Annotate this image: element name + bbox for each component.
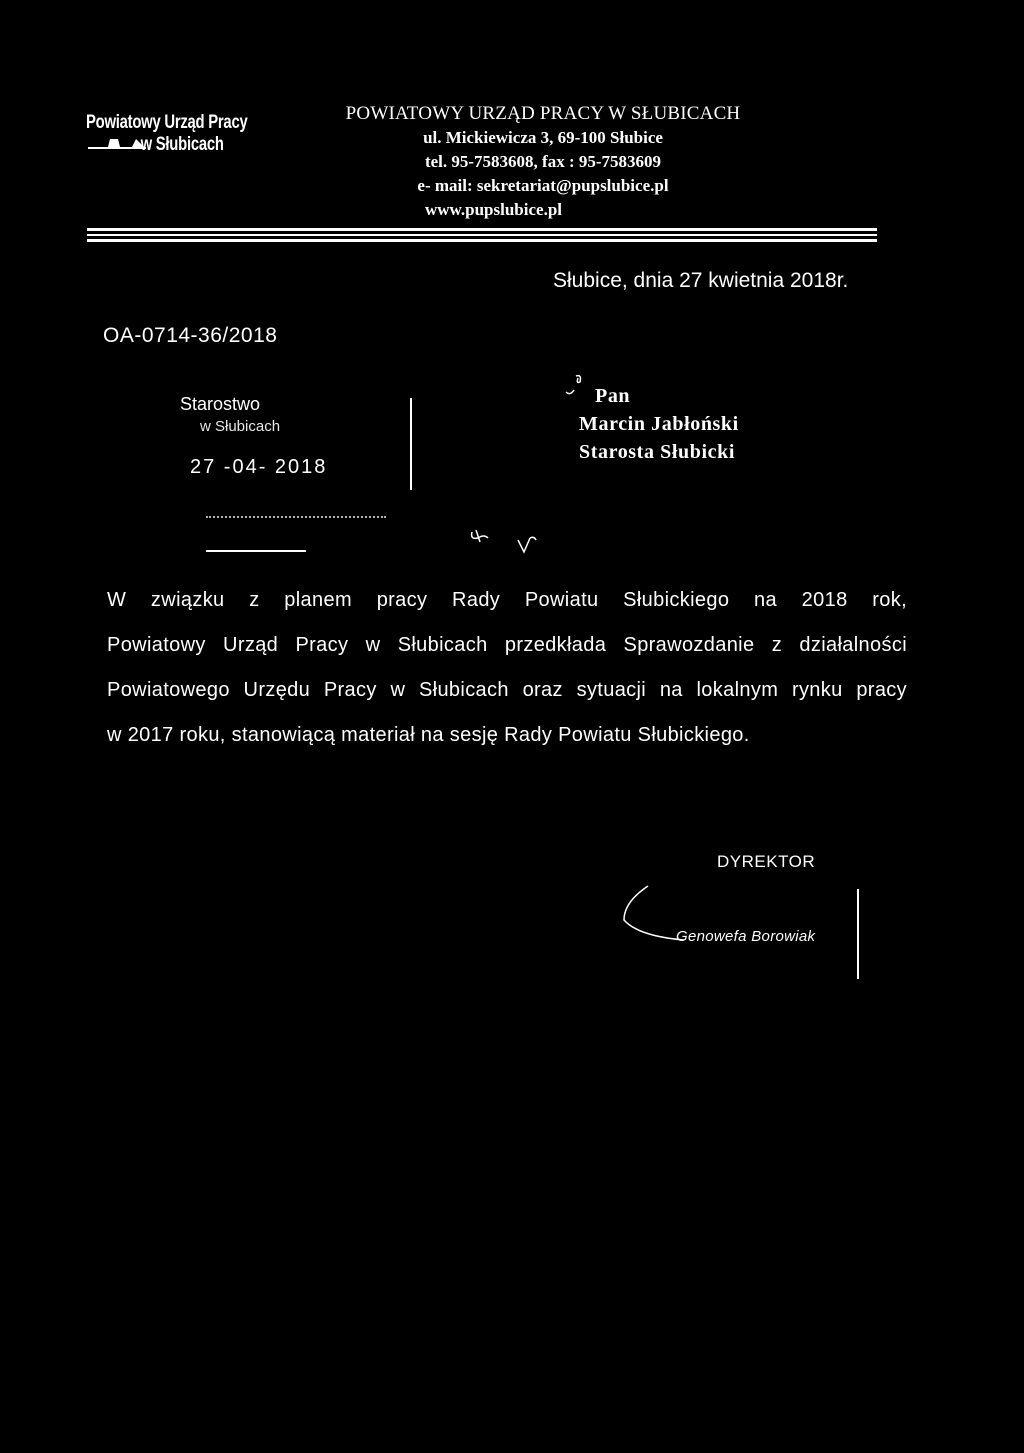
- header-rule-top: [87, 228, 877, 231]
- letterhead-web: www.pupslubice.pl: [425, 200, 562, 219]
- stamp-date: 27 -04- 2018: [190, 456, 328, 478]
- signature-name: Genowefa Borowiak: [676, 928, 816, 945]
- letter-date: Słubice, dnia 27 kwietnia 2018r.: [553, 269, 849, 292]
- header-rule-bottom: [87, 239, 877, 242]
- stamp-line-1: Starostwo: [180, 394, 261, 414]
- receipt-stamp: [180, 392, 327, 482]
- addressee: [579, 382, 739, 466]
- addressee-title: Starosta Słubicki: [579, 441, 735, 463]
- letter-body: [107, 578, 907, 758]
- dotted-line: [206, 516, 386, 518]
- signature-title: DYREKTOR: [717, 852, 816, 871]
- body-line-3: Powiatowego Urzędu Pracy w Słubicach oraz sytuacji na lokalnym rynku pracy: [107, 679, 907, 701]
- body-line-1: W związku z planem pracy Rady Powiatu Słubickiego na 2018 rok,: [107, 589, 907, 611]
- addressee-salutation: Pan: [595, 385, 631, 407]
- stamp-line-2: w Słubicach: [200, 418, 281, 435]
- logo-emblem-icon: [88, 137, 146, 149]
- letterhead-email: e- mail: sekretariat@pupslubice.pl: [417, 176, 669, 195]
- body-line-2: Powiatowy Urząd Pracy w Słubicach przedkłada Sprawozdanie z działalności: [107, 634, 907, 656]
- underline: [206, 550, 306, 552]
- letterhead: [328, 102, 758, 222]
- letterhead-phone: tel. 95-7583608, fax : 95-7583609: [424, 152, 662, 171]
- letterhead-title: POWIATOWY URZĄD PRACY W SŁUBICACH: [345, 103, 741, 124]
- handwritten-scribble-icon: [468, 526, 548, 556]
- logo-line-1: Powiatowy Urząd Pracy: [86, 112, 248, 133]
- addressee-name: Marcin Jabłoński: [579, 413, 739, 435]
- signature-bar: [857, 889, 859, 979]
- body-line-4: w 2017 roku, stanowiącą materiał na sesję Rady Powiatu Słubickiego.: [107, 724, 750, 746]
- stamp-border: [410, 398, 412, 490]
- logo-line-2: w Słubicach: [140, 134, 224, 155]
- letterhead-address: ul. Mickiewicza 3, 69-100 Słubice: [423, 128, 663, 147]
- reference-number: OA-0714-36/2018: [103, 324, 278, 347]
- header-rule-middle: [87, 234, 877, 236]
- office-logo: [86, 112, 247, 156]
